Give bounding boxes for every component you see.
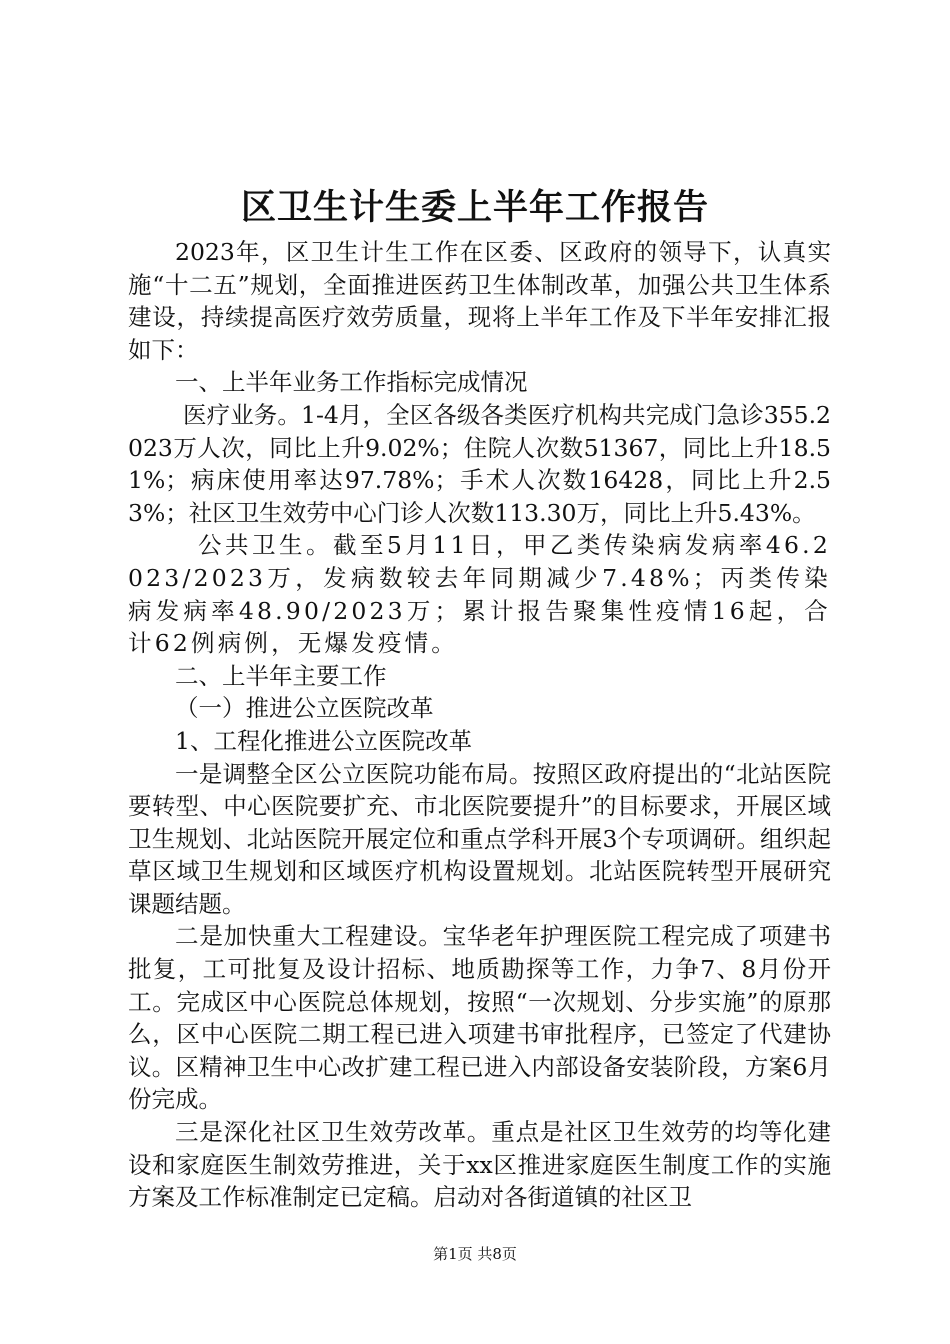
community-health-paragraph: 三是深化社区卫生效劳改革。重点是社区卫生效劳的均等化建设和家庭医生制效劳推进，关于xx区推进家庭医生制度工作的实施方案及工作标准制定已定稿。启动对各街道镇的社区卫: [128, 1118, 831, 1212]
document-title: 区卫生计生委上半年工作报告: [240, 187, 709, 228]
section-heading-2: 二、上半年主要工作: [175, 661, 387, 690]
subsection-heading: （一）推进公立医院改革: [175, 694, 434, 723]
public-health-paragraph: 公共卫生。截至5月11日，甲乙类传染病发病率46.2023/2023万，发病数较去年同期减少7.48%；丙类传染病发病率48.90/2023万；累计报告聚集性疫情16起，合计62例病例，无爆发疫情。: [128, 531, 831, 658]
document-body: [128, 236, 831, 1214]
medical-business-paragraph: 医疗业务。1-4月，全区各级各类医疗机构共完成门急诊355.2023万人次，同比上升9.02%；住院人次数51367，同比上升18.51%；病床使用率达97.78%；手术人次数16428，同比上升2.53%；社区卫生效劳中心门诊人次数113.30万，同比上升5.43%。: [128, 400, 831, 527]
layout-adjustment-paragraph: 一是调整全区公立医院功能布局。按照区政府提出的“北站医院要转型、中心医院要扩充、市北医院要提升”的目标要求，开展区域卫生规划、北站医院开展定位和重点学科开展3个专项调研。组织起草区域卫生规划和区域医疗机构设置规划。北站医院转型开展研究课题结题。: [128, 759, 831, 918]
page-number-footer: 第1页 共8页: [433, 1245, 517, 1263]
item-heading: 1、工程化推进公立医院改革: [175, 726, 472, 755]
section-heading-1: 一、上半年业务工作指标完成情况: [175, 368, 528, 397]
major-projects-paragraph: 二是加快重大工程建设。宝华老年护理医院工程完成了项建书批复，工可批复及设计招标、地质勘探等工作，力争7、8月份开工。完成区中心医院总体规划，按照“一次规划、分步实施”的原那么，区中心医院二期工程已进入项建书审批程序，已签定了代建协议。区精神卫生中心改扩建工程已进入内部设备安装阶段，方案6月份完成。: [128, 922, 831, 1114]
intro-paragraph: 2023年，区卫生计生工作在区委、区政府的领导下，认真实施“十二五”规划，全面推进医药卫生体制改革，加强公共卫生体系建设，持续提高医疗效劳质量，现将上半年工作及下半年安排汇报如下：: [128, 238, 831, 364]
